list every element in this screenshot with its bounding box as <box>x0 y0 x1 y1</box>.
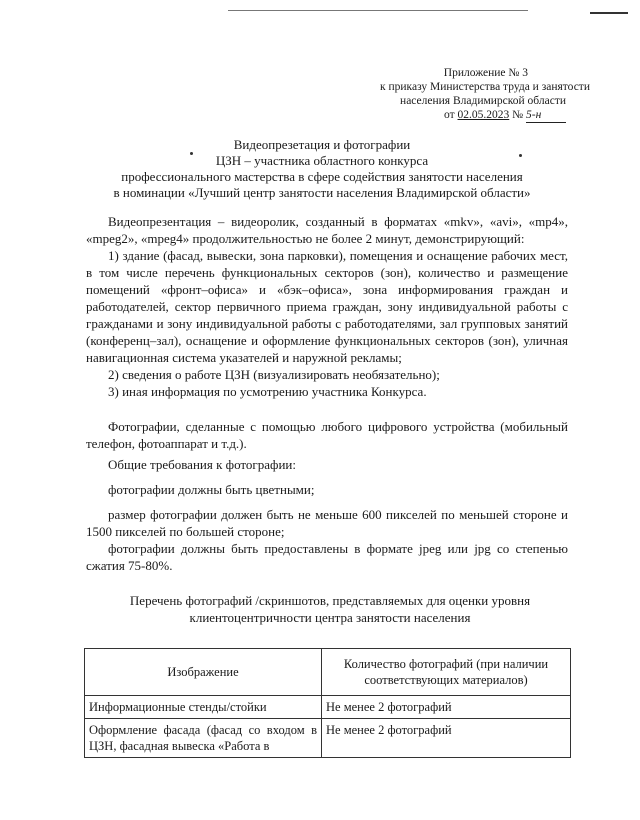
photo-list-title: Перечень фотографий /скриншотов, представляемых для оценки уровня клиентоцентричности центра занятости населения <box>129 593 531 625</box>
photo-requirements-title: Общие требования к фотографии: <box>108 457 296 472</box>
table-row <box>85 719 571 758</box>
video-intro: Видеопрезентация – видеоролик, созданный в форматах «mkv», «avi», «mp4», «mpeg2», «mpeg4» продолжительностью не более 2 минут, демонстрирующий: <box>86 214 568 246</box>
photo-requirements-table <box>84 648 571 758</box>
photos-intro: Фотографии, сделанные с помощью любого цифрового устройства (мобильный телефон, фотоаппарат и т.д.). <box>86 419 568 451</box>
scan-artifact-line <box>228 10 528 11</box>
scan-artifact-mark <box>590 12 628 14</box>
video-item-1: 1) здание (фасад, вывески, зона парковки), помещения и оснащение рабочих мест, в том числе перечень функциональных секторов (зон), количество и размещение помещений «фронт–офиса» и «бэк–офиса», зона информирования граждан и работодателей, сектор первичного приема граждан, зону индивидуальной работы с гражданами и зону индивидуальной работы с работодателями, зал групповых занятий (конференц–зал), оснащение и оформление функциональных секторов (зон), уличная навигационная система указателей и наружной рекламы; <box>86 248 568 365</box>
table-cell: Не менее 2 фотографий <box>322 696 571 719</box>
appendix-order-ref: к приказу Министерства труда и занятости <box>380 81 590 93</box>
table-cell: Информационные стенды/стойки <box>85 696 322 719</box>
appendix-date: 02.05.2023 <box>457 109 510 121</box>
appendix-number: 5-н <box>526 108 566 123</box>
video-item-2: 2) сведения о работе ЦЗН (визуализировать необязательно); <box>108 367 440 382</box>
table-cell: Оформление фасада (фасад со входом в ЦЗН, фасадная вывеска «Работа в <box>85 719 322 758</box>
photo-requirement-3: фотографии должны быть предоставлены в формате jpeg или jpg со степенью сжатия 75-80%. <box>86 541 568 573</box>
photo-requirement-2: размер фотографии должен быть не меньше 600 пикселей по меньшей стороне и 1500 пикселей по большей стороне; <box>86 507 568 539</box>
appendix-date-line: от 02.05.2023 № 5-н <box>300 108 590 123</box>
appendix-title: Приложение № 3 <box>443 67 528 79</box>
table-header-image: Изображение <box>85 649 322 696</box>
table-header-count: Количество фотографий (при наличии соответствующих материалов) <box>322 649 571 696</box>
table-header-row <box>85 649 571 696</box>
appendix-ministry: населения Владимирской области <box>400 95 566 107</box>
photo-requirement-1: фотографии должны быть цветными; <box>108 482 315 497</box>
video-section <box>86 213 568 400</box>
document-title: Видеопрезетация и фотографии ЦЗН – участника областного конкурса профессионального мастерства в сфере содействия занятости населения в номинации «Лучший центр занятости населения Владимирской области» <box>113 137 531 200</box>
appendix-header <box>300 66 590 123</box>
table-row <box>85 696 571 719</box>
table-cell: Не менее 2 фотографий <box>322 719 571 758</box>
video-item-3: 3) иная информация по усмотрению участника Конкурса. <box>108 384 427 399</box>
